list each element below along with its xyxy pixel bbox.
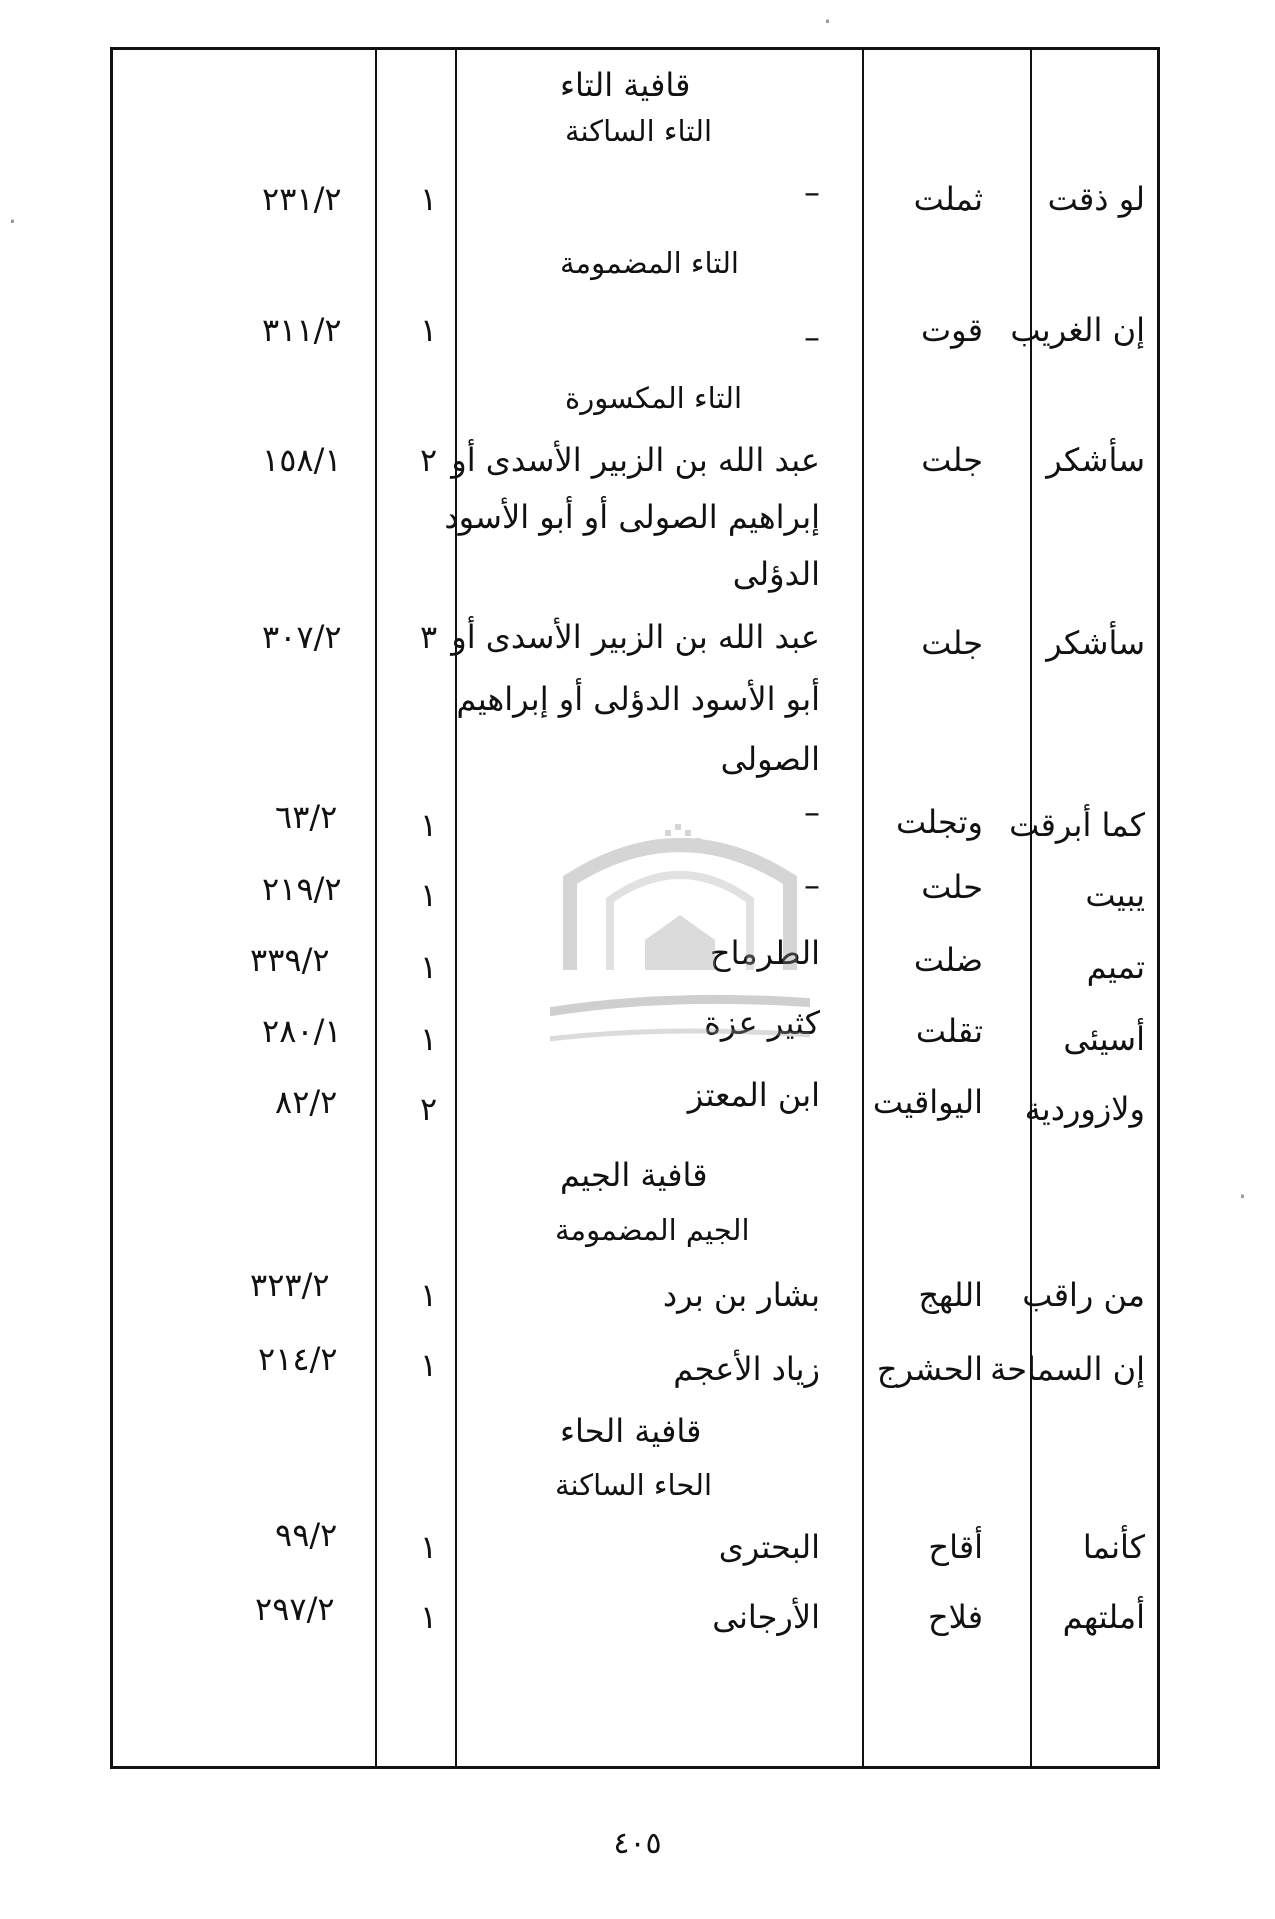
section-title: قافية الحاء <box>560 1412 702 1450</box>
verse-first-word: أسيئى <box>1063 1020 1145 1058</box>
verse-last-word: تقلت <box>915 1012 983 1050</box>
section-subtitle: التاء الساكنة <box>565 114 713 148</box>
section-subtitle: التاء المكسورة <box>565 381 743 415</box>
verse-first-word: سأشكر <box>1046 624 1145 662</box>
column-divider <box>862 47 864 1769</box>
verse-last-word: جلت <box>921 441 983 479</box>
page-number: ٤٠٥ <box>613 1826 662 1861</box>
verse-count: ١ <box>420 1276 438 1314</box>
poet-name-line: أبو الأسود الدؤلى أو إبراهيم <box>456 680 820 718</box>
poet-name-line: عبد الله بن الزبير الأسدى أو <box>451 618 820 656</box>
poet-name: البحترى <box>718 1528 820 1566</box>
verse-count: ١ <box>420 1598 438 1636</box>
volume-page-ref: ٣٢٣/٢ <box>250 1266 330 1304</box>
verse-count: ١ <box>420 876 438 914</box>
verse-last-word: اليواقيت <box>872 1083 983 1121</box>
verse-first-word: إن السماحة <box>990 1350 1145 1388</box>
verse-last-word: فلاح <box>927 1598 983 1636</box>
poet-name: زياد الأعجم <box>673 1350 820 1388</box>
poet-name: الأرجانى <box>712 1598 820 1636</box>
verse-first-word: كأنما <box>1082 1528 1145 1566</box>
volume-page-ref: ٨٢/٢ <box>275 1083 338 1121</box>
verse-first-word: إن الغريب <box>1010 311 1145 349</box>
verse-last-word: قوت <box>921 311 983 349</box>
verse-last-word: أقاح <box>928 1528 983 1566</box>
volume-page-ref: ٢١٤/٢ <box>258 1340 338 1378</box>
verse-count: ١ <box>420 1020 438 1058</box>
poet-name: كثير عزة <box>704 1004 820 1042</box>
verse-last-word: ثملت <box>913 180 983 218</box>
verse-count: ١ <box>420 311 438 349</box>
scan-dot: · <box>823 5 832 38</box>
poet-name: الطرماح <box>709 934 820 972</box>
scan-dot: · <box>8 205 17 238</box>
column-divider <box>375 47 377 1769</box>
verse-count: ١ <box>420 1346 438 1384</box>
poet-name: ابن المعتز <box>687 1076 820 1114</box>
poet-name-line: الدؤلى <box>732 555 820 593</box>
verse-first-word: لو ذقت <box>1047 180 1145 218</box>
verse-first-word: أملتهم <box>1062 1598 1145 1636</box>
volume-page-ref: ١٥٨/١ <box>262 441 342 479</box>
volume-page-ref: ٢١٩/٢ <box>262 870 342 908</box>
poet-name: – <box>804 866 820 904</box>
verse-last-word: الحشرج <box>876 1350 983 1388</box>
verse-last-word: حلت <box>921 868 983 906</box>
volume-page-ref: ٢٨٠/١ <box>262 1012 342 1050</box>
verse-count: ١ <box>420 948 438 986</box>
volume-page-ref: ٢٩٧/٢ <box>255 1590 335 1628</box>
verse-count: ٣ <box>420 618 438 656</box>
poet-name: – <box>804 793 820 831</box>
poet-name-line: إبراهيم الصولى أو أبو الأسود <box>444 498 820 536</box>
verse-count: ١ <box>420 1528 438 1566</box>
column-divider <box>1030 47 1032 1769</box>
verse-count: ٢ <box>420 441 438 479</box>
section-subtitle: الجيم المضمومة <box>555 1213 750 1247</box>
volume-page-ref: ٦٣/٢ <box>275 798 338 836</box>
verse-first-word: سأشكر <box>1046 441 1145 479</box>
column-divider <box>455 47 457 1769</box>
poet-name-line: الصولى <box>720 740 820 778</box>
poet-name: بشار بن برد <box>662 1276 820 1314</box>
scan-dot: · <box>1238 1180 1247 1213</box>
verse-first-word: ولازوردية <box>1024 1090 1145 1128</box>
verse-count: ١ <box>420 806 438 844</box>
verse-first-word: كما أبرقت <box>1009 806 1145 844</box>
section-title: قافية الجيم <box>560 1156 708 1194</box>
volume-page-ref: ٣٣٩/٢ <box>250 941 330 979</box>
section-subtitle: الحاء الساكنة <box>555 1468 713 1502</box>
verse-last-word: وتجلت <box>895 803 983 841</box>
section-title: قافية التاء <box>560 66 691 104</box>
poet-name: – <box>804 318 820 356</box>
poet-name: – <box>804 173 820 211</box>
verse-count: ٢ <box>420 1090 438 1128</box>
verse-last-word: اللهج <box>918 1276 983 1314</box>
volume-page-ref: ٩٩/٢ <box>275 1516 338 1554</box>
verse-last-word: جلت <box>921 624 983 662</box>
verse-first-word: من راقب <box>1022 1276 1145 1314</box>
volume-page-ref: ٣١١/٢ <box>262 311 342 349</box>
volume-page-ref: ٣٠٧/٢ <box>262 618 342 656</box>
section-subtitle: التاء المضمومة <box>560 246 739 280</box>
verse-first-word: يبيت <box>1085 876 1145 914</box>
verse-count: ١ <box>420 180 438 218</box>
poet-name-line: عبد الله بن الزبير الأسدى أو <box>451 441 820 479</box>
verse-last-word: ضلت <box>913 941 983 979</box>
verse-first-word: تميم <box>1086 948 1145 986</box>
watermark-emblem-icon <box>550 820 810 1070</box>
volume-page-ref: ٢٣١/٢ <box>262 180 342 218</box>
